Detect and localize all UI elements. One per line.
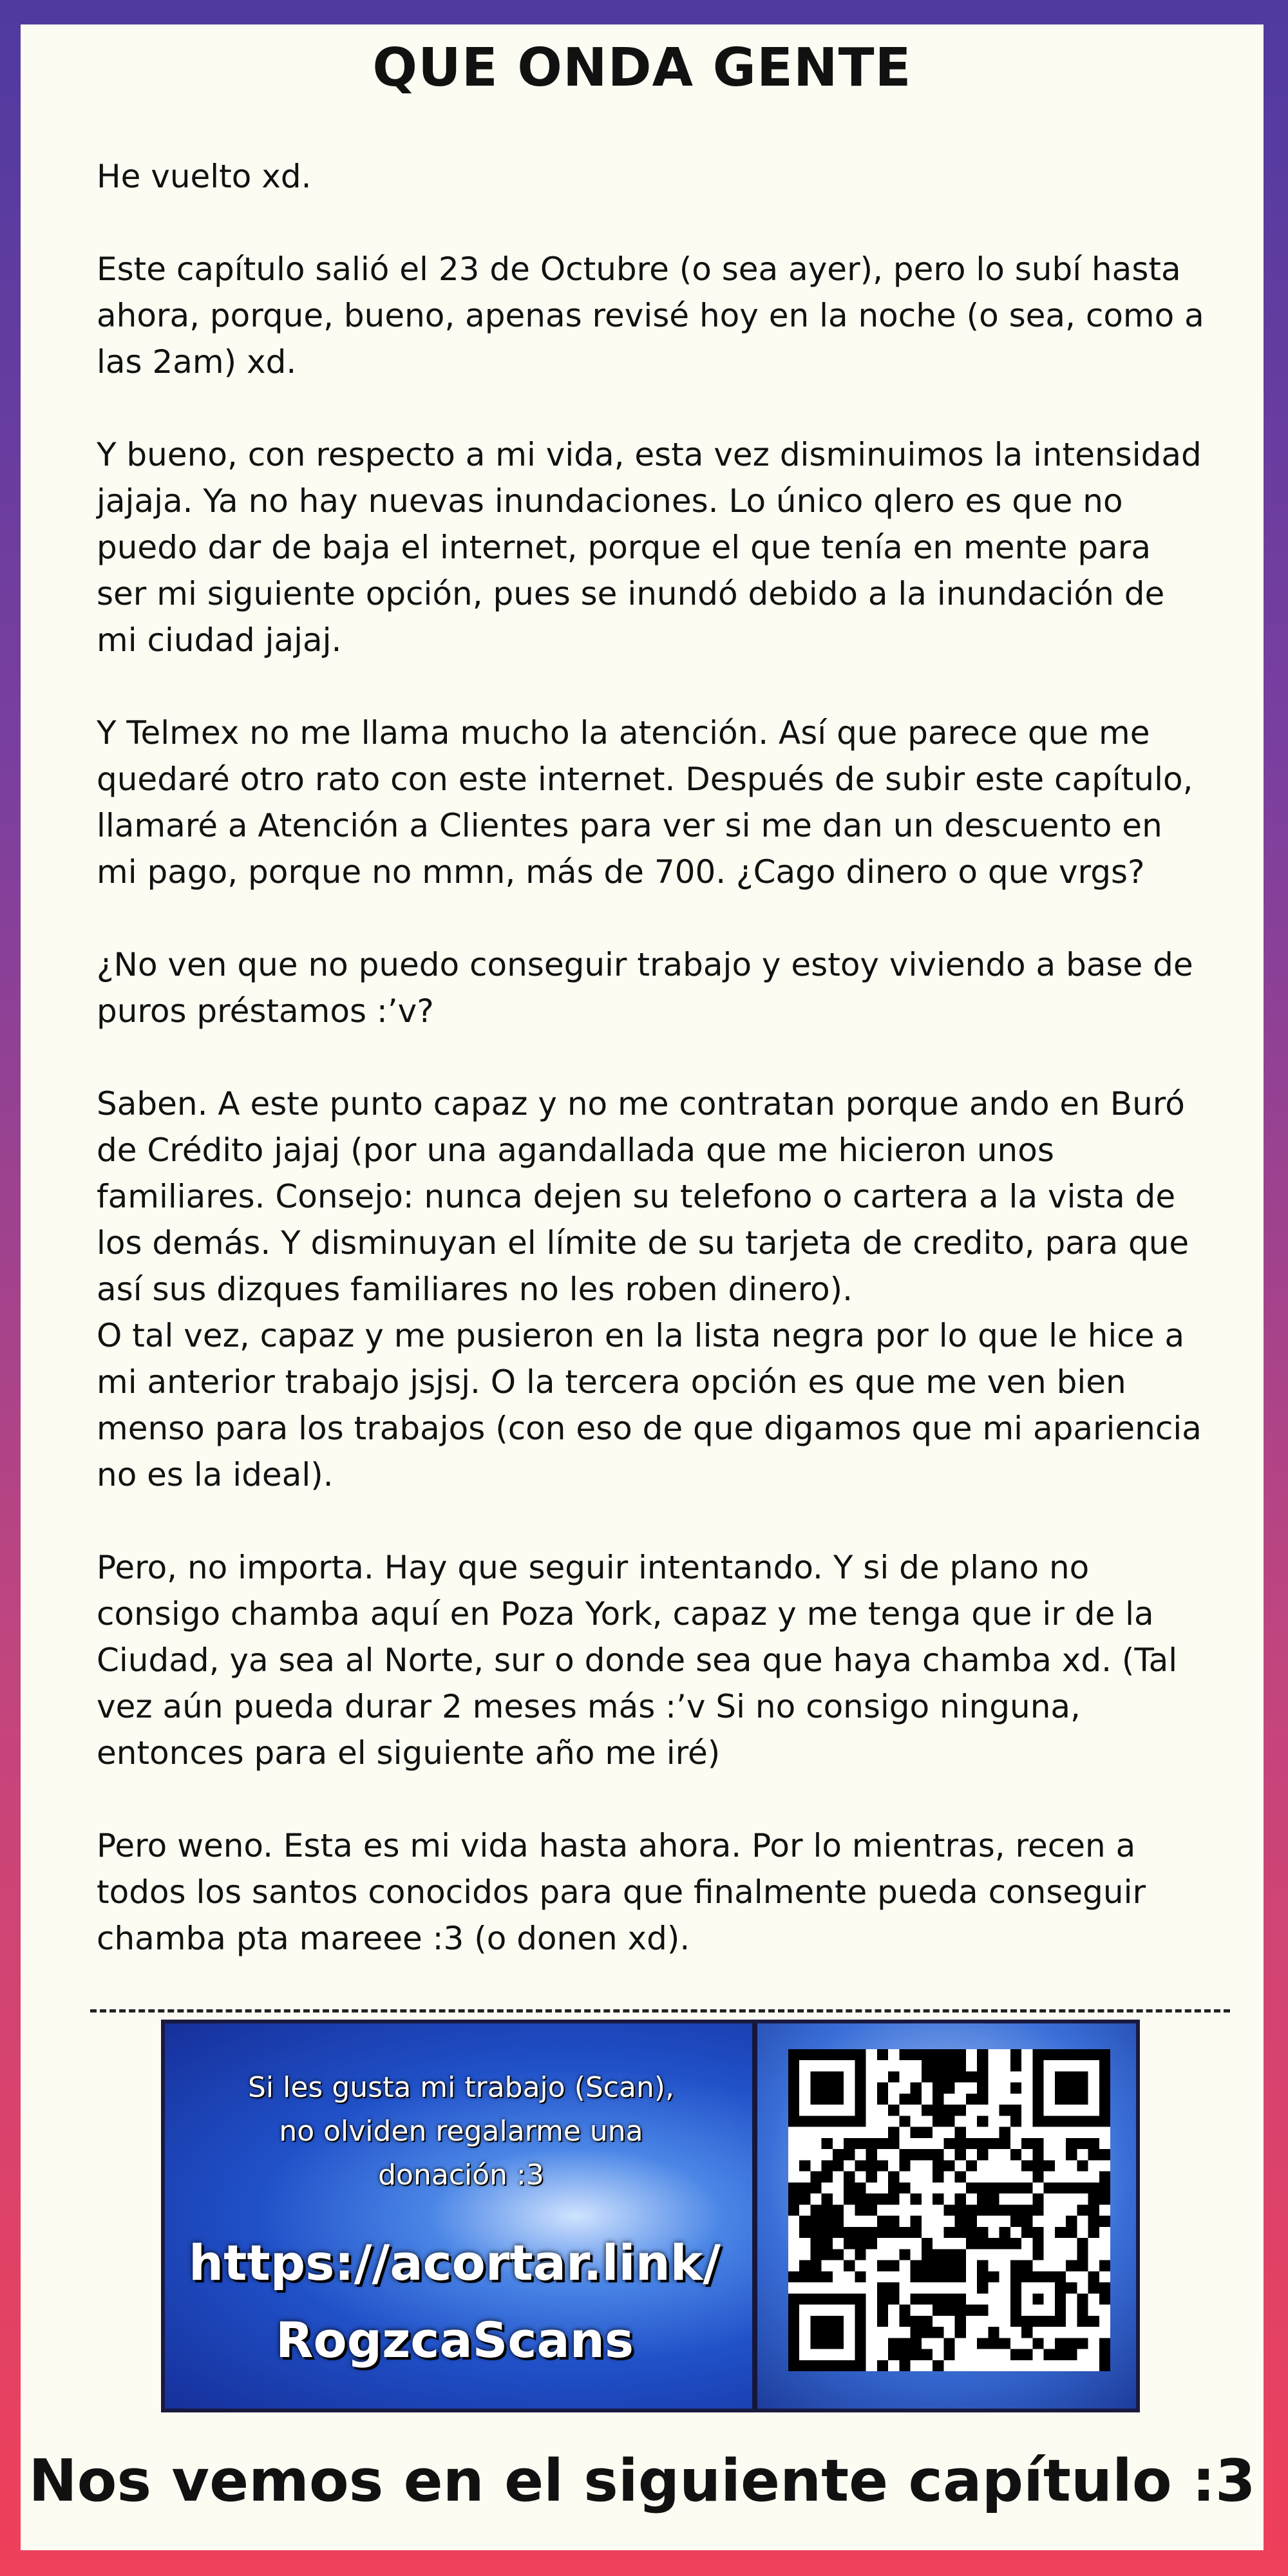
paragraph: ¿No ven que no puedo conseguir trabajo y estoy viviendo a base de puros préstamos :’v? <box>97 946 1193 1030</box>
paragraph: Pero weno. Esta es mi vida hasta ahora. Por lo mientras, recen a todos los santos conocidos para que finalmente pueda conseguir chamba pta mareee :3 (o donen xd). <box>97 1827 1146 1957</box>
donation-link-line: https://acortar.link/ <box>189 2234 721 2291</box>
paragraph: Este capítulo salió el 23 de Octubre (o sea ayer), pero lo subí hasta ahora, porque, bueno, apenas revisé hoy en la noche (o sea, como a las 2am) xd. <box>97 251 1204 381</box>
qr-code-graphic <box>788 2049 1110 2371</box>
donation-line: no olviden regalarme una <box>279 2115 643 2148</box>
closing-message: Nos vemos en el siguiente capítulo :3 <box>28 2447 1256 2515</box>
qr-code-icon[interactable] <box>788 2049 1110 2371</box>
donation-text <box>184 2066 738 2197</box>
message-body <box>97 153 1204 2008</box>
donation-link[interactable] <box>171 2224 738 2379</box>
donation-line: Si les gusta mi trabajo (Scan), <box>248 2071 674 2104</box>
paragraph: Y bueno, con respecto a mi vida, esta vez disminuimos la intensidad jajaja. Ya no hay nuevas inundaciones. Lo único qlero es que no puedo dar de baja el internet, porque el que tenía en mente para ser mi siguiente opción, pues se inundó debido a la inundación de mi ciudad jajaj. <box>97 436 1202 659</box>
paragraph: He vuelto xd. <box>97 158 312 195</box>
page-card <box>21 24 1264 2550</box>
paragraph: O tal vez, capaz y me pusieron en la lista negra por lo que le hice a mi anterior trabajo jsjsj. O la tercera opción es que me ven bien menso para los trabajos (con eso de que digamos que mi apariencia no es la ideal). <box>97 1317 1202 1493</box>
qr-panel <box>757 2023 1136 2409</box>
page-title: QUE ONDA GENTE <box>372 37 912 99</box>
paragraph: Saben. A este punto capaz y no me contratan porque ando en Buró de Crédito jajaj (por una agandallada que me hicieron unos familiares. Consejo: nunca dejen su telefono o cartera a la vista de los demás. Y disminuyan el límite de su tarjeta de credito, para que así sus dizques familiares no les roben dinero). <box>97 1085 1189 1308</box>
dashed-divider <box>90 2009 1230 2012</box>
donation-message-panel <box>165 2023 757 2409</box>
donation-line: donación :3 <box>378 2159 544 2192</box>
donation-banner <box>161 2020 1140 2412</box>
paragraph: Pero, no importa. Hay que seguir intentando. Y si de plano no consigo chamba aquí en Poza York, capaz y me tenga que ir de la Ciudad, ya sea al Norte, sur o donde sea que haya chamba xd. (Tal vez aún pueda durar 2 meses más :’v Si no consigo ninguna, entonces para el siguiente año me iré) <box>97 1549 1178 1772</box>
donation-link-line: RogzcaScans <box>275 2311 634 2369</box>
paragraph: Y Telmex no me llama mucho la atención. Así que parece que me quedaré otro rato con este internet. Después de subir este capítulo, llamaré a Atención a Clientes para ver si me dan un descuento en mi pago, porque no mmn, más de 700. ¿Cago dinero o que vrgs? <box>97 714 1193 891</box>
